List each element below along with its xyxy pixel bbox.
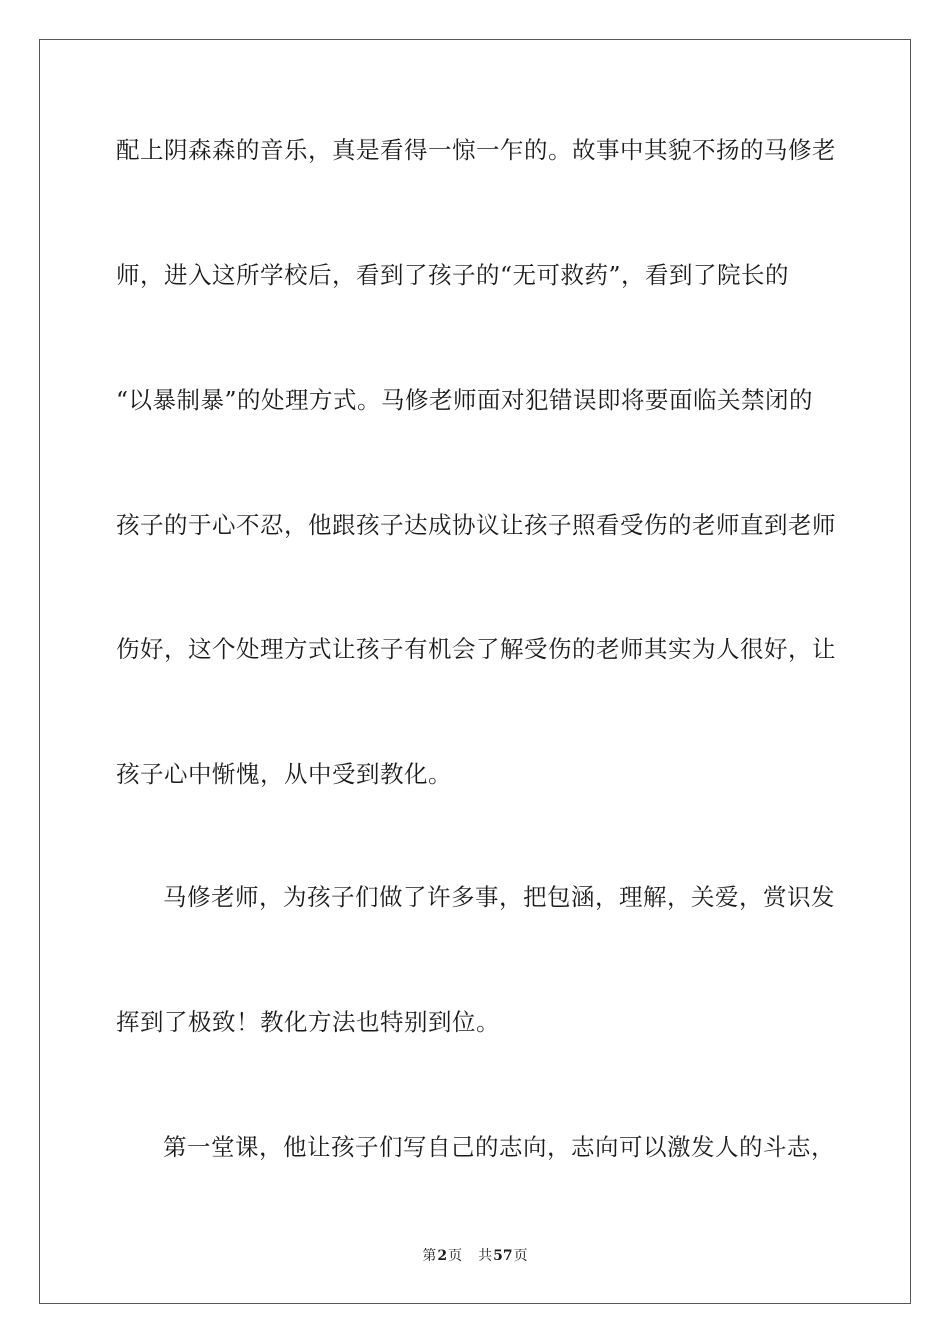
total-pages-number: 57 [493,1248,513,1264]
page-border [39,39,911,1304]
footer-prefix: 第 [422,1248,437,1264]
text-line-indented: 第一堂课，他让孩子们写自己的志向，志向可以激发人的斗志， [163,1133,835,1161]
current-page-number: 2 [437,1248,448,1264]
text-line: 挥到了极致！教化方法也特别到位。 [116,1008,500,1036]
footer-total-prefix: 共 [478,1248,493,1264]
text-line: “以暴制暴”的处理方式。马修老师面对犯错误即将要面临关禁闭的 [116,386,814,414]
text-line: 师，进入这所学校后，看到了孩子的“无可救药”，看到了院长的 [116,261,790,289]
text-line: 伤好，这个处理方式让孩子有机会了解受伤的老师其实为人很好，让 [116,635,836,663]
text-line: 配上阴森森的音乐，真是看得一惊一乍的。故事中其貌不扬的马修老 [116,136,836,164]
footer-total-suffix: 页 [513,1248,528,1264]
page-footer [0,1245,950,1265]
text-line: 孩子的于心不忍，他跟孩子达成协议让孩子照看受伤的老师直到老师 [116,511,836,539]
text-line-indented: 马修老师，为孩子们做了许多事，把包涵，理解，关爱，赏识发 [163,883,835,911]
footer-page-suffix: 页 [448,1248,463,1264]
text-line: 孩子心中惭愧，从中受到教化。 [116,760,452,788]
